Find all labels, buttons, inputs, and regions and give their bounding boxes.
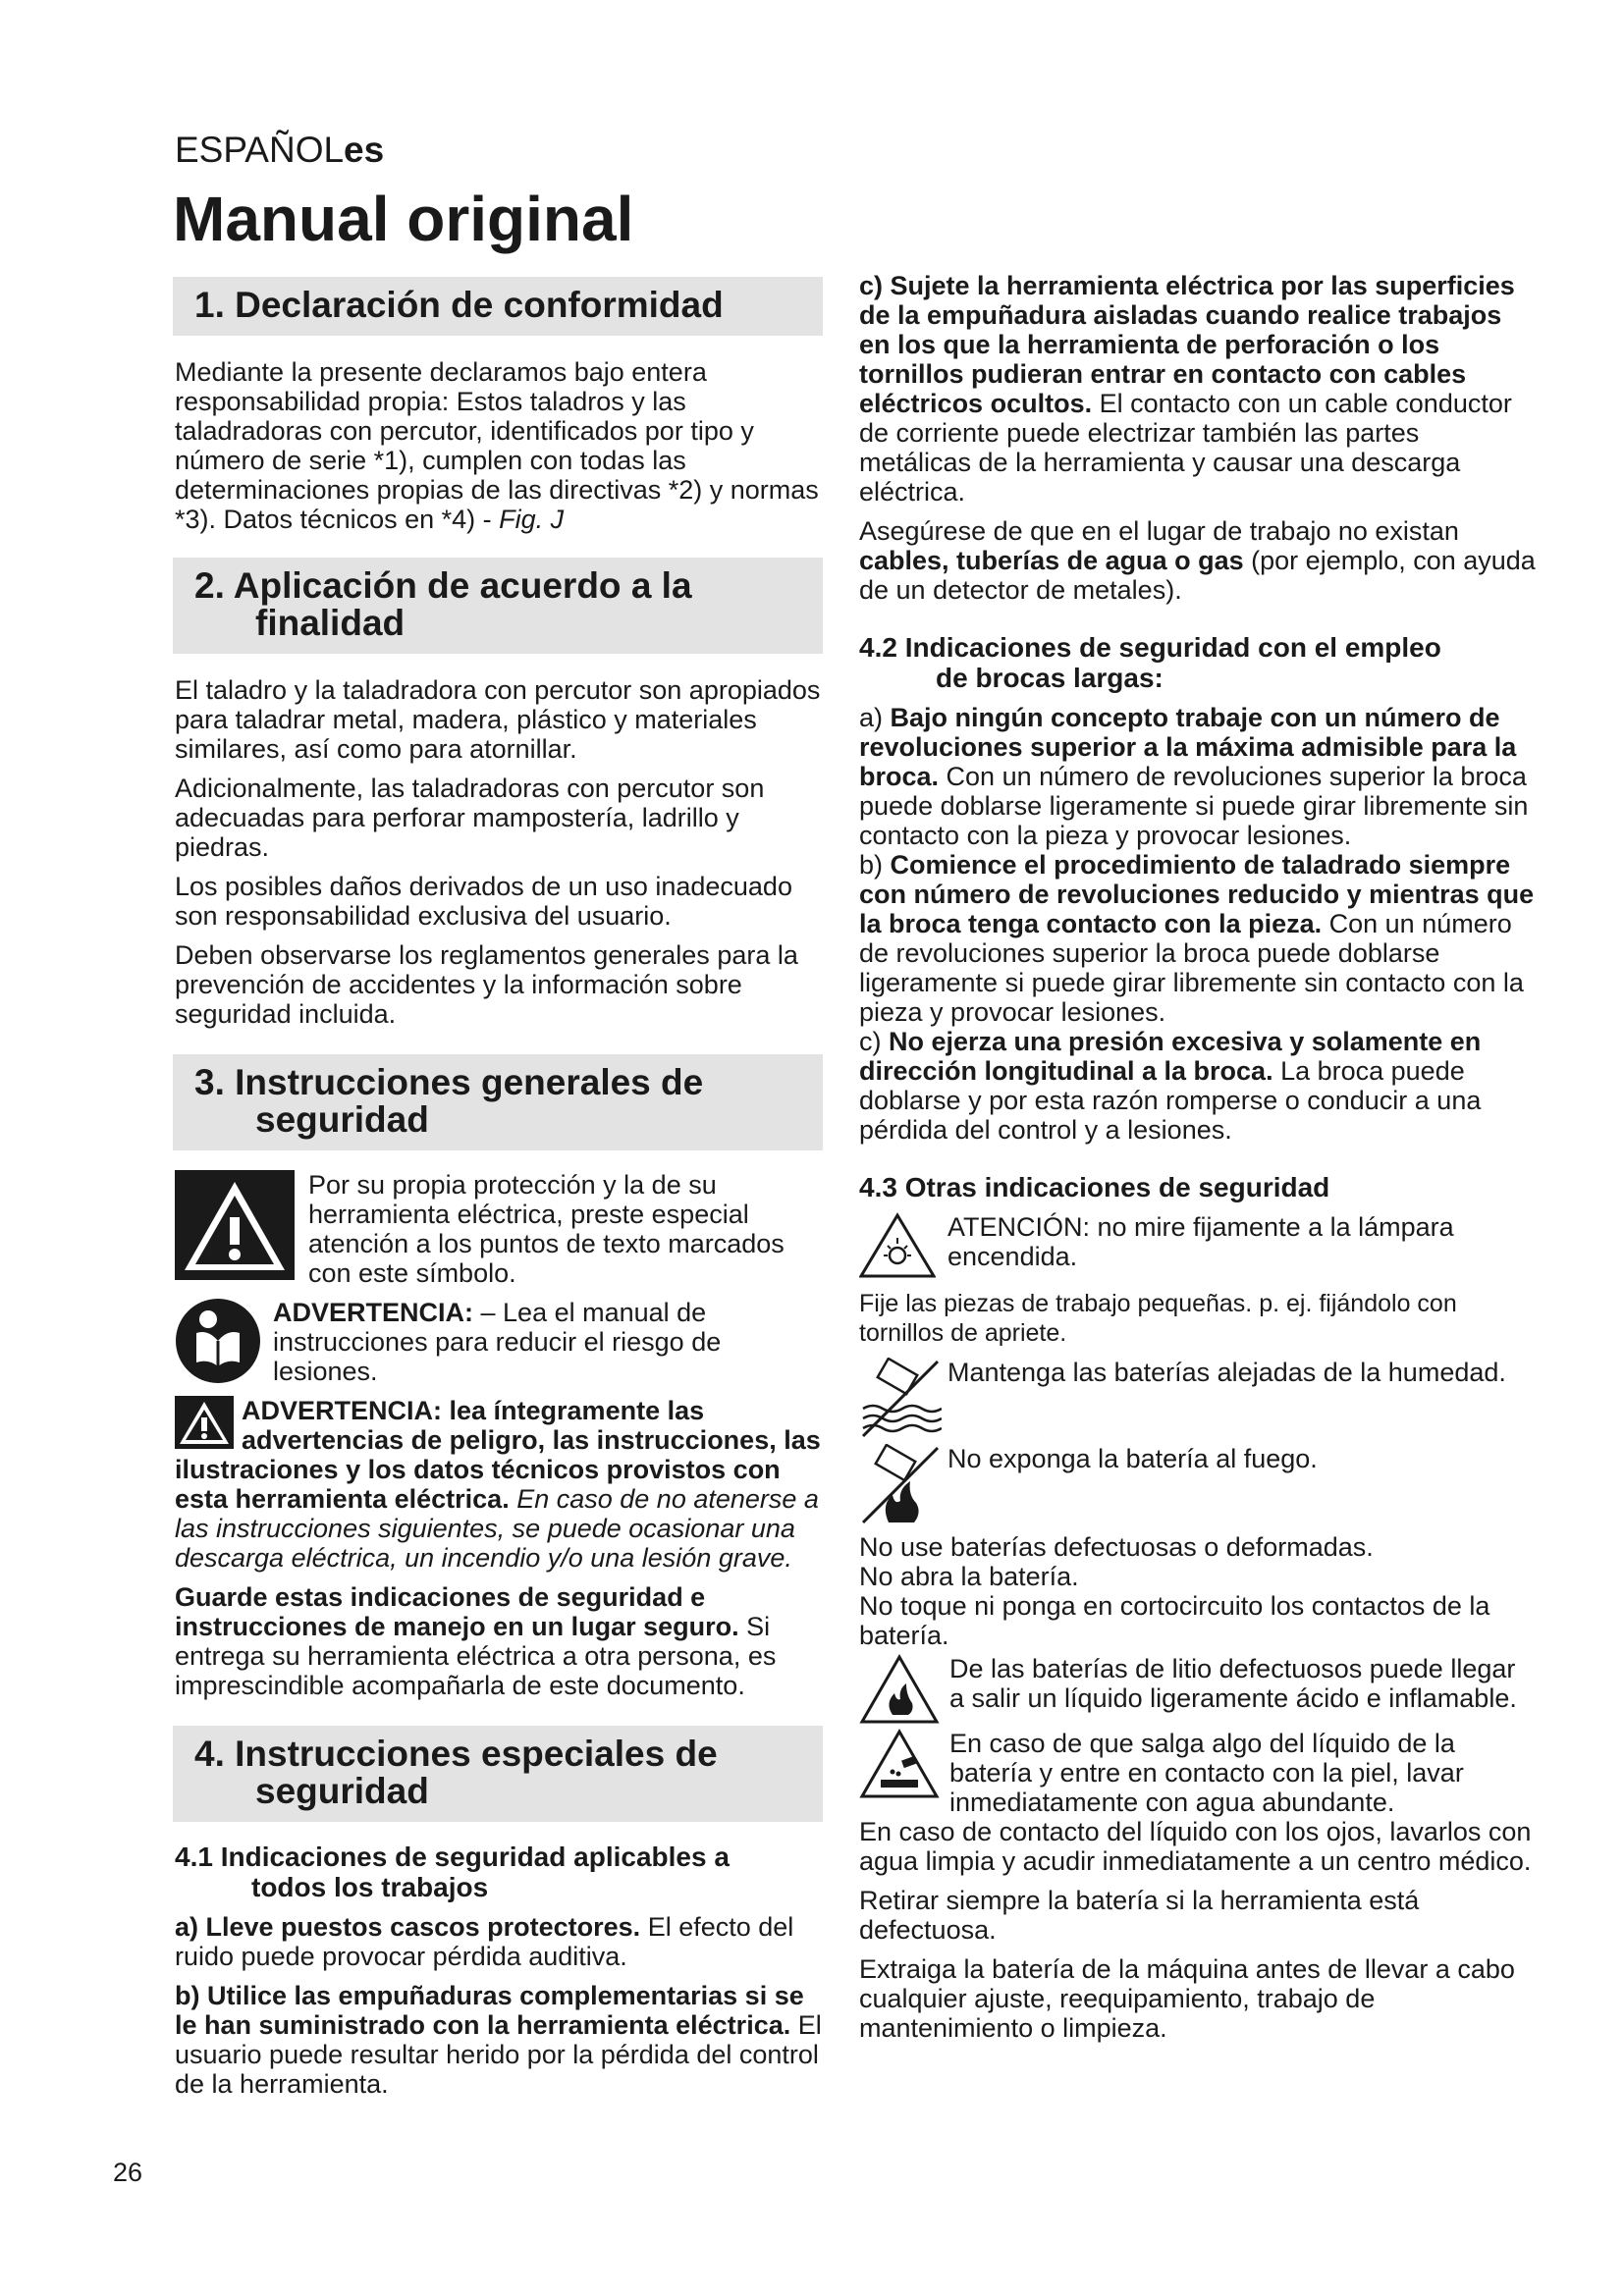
- application-paragraph: Deben observarse los reglamentos generales para la prevención de accidentes y la información sobre seguridad incluida.: [175, 940, 798, 1029]
- read-manual-note: [175, 1298, 823, 1386]
- application-paragraph: Adicionalmente, las taladradoras con percutor son adecuadas para perforar mampostería, ladrillo y piedras.: [175, 774, 765, 862]
- section-4-1-heading: 4.1 Indicaciones de seguridad aplicables a todos los trabajos: [175, 1842, 730, 1902]
- warning-triangle-icon: [175, 1170, 295, 1280]
- full-warning-paragraph: ADVERTENCIA: lea íntegramente las advertencias de peligro, las instrucciones, las ilustraciones y los datos técnicos provistos con esta herramienta eléctrica. En caso de no atenerse a las instrucciones siguientes, se puede ocasionar una descarga eléctrica, un incendio y/o una lesión grave.: [175, 1396, 821, 1573]
- no-water-icon: [859, 1358, 942, 1440]
- lithium-warning: De las baterías de litio defectuosos puede llegar a salir un líquido ligeramente ácido e inflamable.: [859, 1654, 1537, 1725]
- section-1-heading: 1. Declaración de conformidad: [173, 277, 823, 336]
- warning-triangle-icon: [175, 1396, 234, 1449]
- section-4-3-heading: 4.3 Otras indicaciones de seguridad: [859, 1172, 1330, 1202]
- application-paragraph: Los posibles daños derivados de un uso inadecuado son responsabilidad exclusiva del usuario.: [175, 872, 792, 931]
- battery-short-text: No toque ni ponga en cortocircuito los contactos de la batería.: [859, 1591, 1490, 1650]
- extract-battery-text: Extraiga la batería de la máquina antes de llevar a cabo cualquier ajuste, reequipamiento, trabajo de mantenimiento o limpieza.: [859, 1954, 1515, 2043]
- section-4-heading: 4. Instrucciones especiales de seguridad: [173, 1726, 823, 1822]
- language-name: ESPAÑOL: [175, 130, 345, 170]
- flammable-warning-icon: [859, 1654, 940, 1725]
- right-column: [859, 271, 1537, 2053]
- lamp-warning: ATENCIÓN: no mire fijamente a la lámpara encendida.: [859, 1212, 1537, 1279]
- humidity-warning: Mantenga las baterías alejadas de la humedad.: [859, 1358, 1537, 1440]
- application-paragraph: El taladro y la taladradora con percutor son apropiados para taladrar metal, madera, plástico y materiales similares, así como para atornillar.: [175, 675, 821, 764]
- declaration-text: Mediante la presente declaramos bajo entera responsabilidad propia: Estos taladros y las taladradoras con percutor, identificados por tipo y número de serie *1), cumplen con todas las determinaciones propias de las directivas *2) y normas *3). Datos técnicos en *4) - Fig. J: [175, 357, 819, 534]
- battery-defective-text: No use baterías defectuosas o deformadas.: [859, 1532, 1374, 1562]
- battery-open-text: No abra la batería.: [859, 1562, 1079, 1591]
- section-3-heading: 3. Instrucciones generales de seguridad: [173, 1054, 823, 1150]
- keep-instructions-paragraph: Guarde estas indicaciones de seguridad e instrucciones de manejo en un lugar seguro. Si entrega su herramienta eléctrica a otra persona, es imprescindible acompañarla de este documento.: [175, 1582, 777, 1700]
- warning-symbol-note: [175, 1170, 823, 1288]
- check-workplace-paragraph: Asegúrese de que en el lugar de trabajo no existan cables, tuberías de agua o gas (por ejemplo, con ayuda de un detector de metales).: [859, 516, 1536, 605]
- remove-battery-text: Retirar siempre la batería si la herramienta está defectuosa.: [859, 1886, 1420, 1945]
- page-number: 26: [113, 2158, 143, 2187]
- liquid-warning: En caso de que salga algo del líquido de la batería y entre en contacto con la piel, lavar inmediatamente con agua abundante.: [859, 1729, 1537, 1817]
- language-code: es: [344, 130, 385, 170]
- section-2-heading: 2. Aplicación de acuerdo a la finalidad: [173, 558, 823, 654]
- long-drill-b: b) Comience el procedimiento de taladrado siempre con número de revoluciones reducido y mientras que la broca tenga contacto con la pieza. Con un número de revoluciones superior la broca puede doblarse ligeramente si puede girar libremente sin contacto con la pieza y provocar lesiones.: [859, 850, 1535, 1027]
- instruction-c-cables: c) Sujete la herramienta eléctrica por las superficies de la empuñadura aisladas cuando realice trabajos en los que la herramienta de perforación o los tornillos pudieran entrar en contacto con cables eléctricos ocultos. El contacto con un cable conductor de corriente puede electrizar también las partes metálicas de la herramienta y causar una descarga eléctrica.: [859, 271, 1515, 507]
- document-title: Manual original: [173, 184, 634, 254]
- corrosive-warning-icon: [859, 1729, 940, 1799]
- fix-workpieces-text: Fije las piezas de trabajo pequeñas. p. ej. fijándolo con tornillos de apriete.: [859, 1290, 1457, 1347]
- no-fire-icon: [859, 1444, 942, 1526]
- language-label: [175, 130, 384, 171]
- long-drill-a: a) Bajo ningún concepto trabaje con un número de revoluciones superior a la máxima admisible para la broca. Con un número de revoluciones superior la broca puede doblarse ligeramente si puede girar libremente sin contacto con la pieza y provocar lesiones.: [859, 703, 1529, 850]
- read-manual-text: ADVERTENCIA: – Lea el manual de instrucciones para reducir el riesgo de lesiones.: [273, 1298, 722, 1386]
- left-column: [175, 277, 823, 2109]
- read-manual-icon: [175, 1298, 261, 1384]
- instruction-b: b) Utilice las empuñaduras complementarias si se le han suministrado con la herramienta eléctrica. El usuario puede resultar herido por la pérdida del control de la herramienta.: [175, 1981, 822, 2099]
- long-drill-c: c) No ejerza una presión excesiva y solamente en dirección longitudinal a la broca. La broca puede doblarse y por esta razón romperse o conducir a una pérdida del control y a lesiones.: [859, 1027, 1482, 1145]
- figure-reference: Fig. J: [499, 505, 565, 534]
- section-4-2-heading: 4.2 Indicaciones de seguridad con el empleo de brocas largas:: [859, 632, 1441, 693]
- eye-contact-text: En caso de contacto del líquido con los ojos, lavarlos con agua limpia y acudir inmediatamente a un centro médico.: [859, 1817, 1532, 1876]
- fire-warning: No exponga la batería al fuego.: [859, 1444, 1537, 1526]
- warning-symbol-text: Por su propia protección y la de su herramienta eléctrica, preste especial atención a los puntos de texto marcados con este símbolo.: [308, 1170, 785, 1288]
- instruction-a: a) Lleve puestos cascos protectores. El efecto del ruido puede provocar pérdida auditiva.: [175, 1912, 794, 1971]
- lamp-warning-icon: [859, 1212, 936, 1279]
